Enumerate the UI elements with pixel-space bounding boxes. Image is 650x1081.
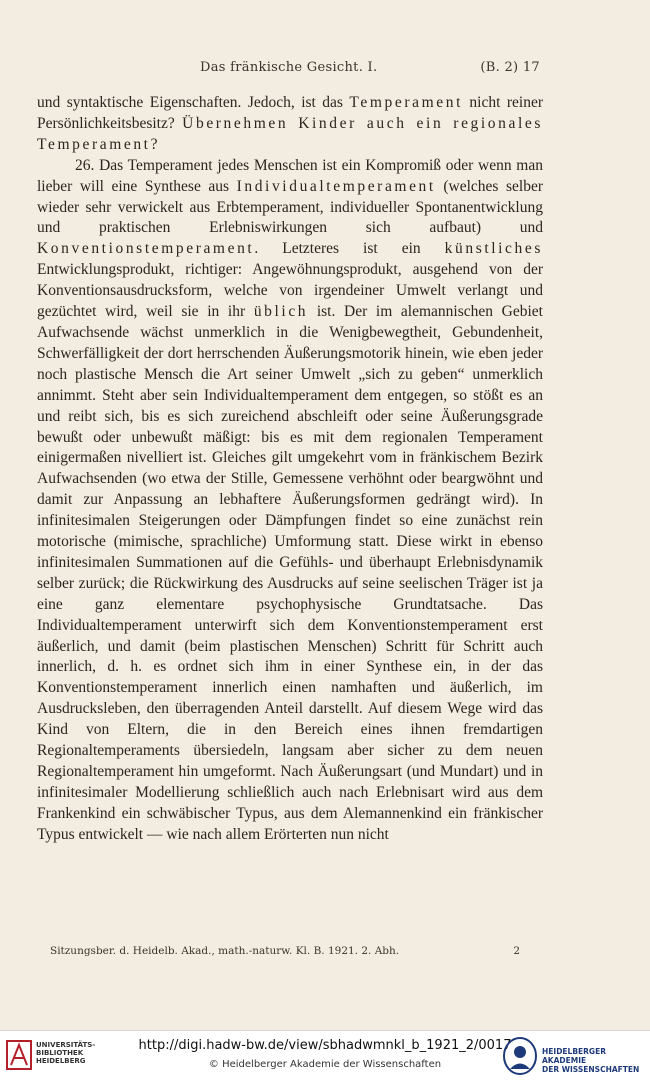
body-text (37, 93, 543, 846)
running-title: Das fränkische Gesicht. I. (200, 60, 378, 75)
university-library-name: UNIVERSITÄTS- BIBLIOTHEK HEIDELBERG (36, 1041, 96, 1065)
spaced-emphasis: Temperament (349, 94, 463, 111)
copyright-notice: © Heidelberger Akademie der Wissenschaften (208, 1059, 442, 1070)
text-run: 26. Das Temperament jedes Menschen ist ein Kompromiß oder wenn man lieber will eine Synthese aus (37, 156, 543, 195)
footer-citation: Sitzungsber. d. Heidelb. Akad., math.-naturw. Kl. B. 1921. 2. Abh. (50, 945, 400, 957)
spaced-emphasis: Konventionstemperament (37, 240, 255, 258)
spaced-emphasis: Individualtemperament (236, 177, 436, 195)
text-run: (welches selber wieder sehr verwickelt aus Erbtemperament, individueller Spontanentwicklung und praktischen Erlebniswirkungen sich aufbaut) und (37, 177, 544, 237)
spaced-emphasis: künstliches (444, 240, 543, 258)
permalink[interactable]: http://digi.hadw-bw.de/view/sbhadwmnkl_b_1921_2/0017 (138, 1038, 512, 1053)
signature-number: 2 (513, 945, 520, 957)
spaced-emphasis: üblich (253, 303, 309, 321)
paragraph (37, 93, 543, 156)
paragraph-26 (37, 156, 543, 846)
text-run: Entwicklungsprodukt, richtiger: Angewöhnungsprodukt, ausgehend von der Konventionsausdrucksform, welche von irgendeiner Umwelt verlangt und gezüchtet wird, weil sie in ihr (37, 261, 543, 321)
academy-name: HEIDELBERGER AKADEMIE DER WISSENSCHAFTEN (542, 1047, 640, 1074)
text-run: und syntaktische Eigenschaften. Jedoch, ist das (37, 94, 350, 111)
text-run: nicht reiner Persönlichkeitsbesitz? (37, 94, 543, 132)
viewer-footer-bar (0, 1030, 650, 1081)
text-run: . Letzteres ist ein (254, 240, 445, 258)
spaced-emphasis: Übernehmen Kinder auch ein regionales Temperament (37, 114, 544, 153)
text-run: ? (150, 135, 158, 153)
page-reference: (B. 2) 17 (480, 60, 540, 75)
running-header (40, 60, 540, 80)
page-footer (50, 945, 520, 957)
academy-seal-icon (502, 1036, 538, 1076)
text-run: ist. Der im alemannischen Gebiet Aufwachsende wächst unmerklich in die Wenigbewegtheit, Gebundenheit, Schwerfälligkeit der dort herrschenden Äußerungsmotorik hinein, wie eben jeder noch plastische Mensch die Art seiner Umwelt „sich zu geben“ unmerklich annimmt. Steht aber sein Individualtemperament dem entgegen, so stößt es an und reibt sich, bis es sich zureichend abschleift oder seine Äußerungsgrade bewußt oder unbewußt mäßigt: bis es mit dem regionalen Temperament einigermaßen nivelliert ist. Gleiches gilt umgekehrt vom in fränkischem Bezirk Aufwachsenden (wo etwa der Stille, Gemessene verhöhnt oder beargwöhnt und damit zur Anpassung an lebhaftere Äußerungsformen gedrängt wird). In infinitesimalen Steigerungen oder Dämpfungen findet so eine zunächst rein motorische (mimische, sprachliche) Umformung statt. Diese wirkt in ebenso infinitesimalen Summationen auf die Gefühls- und überhaupt Erlebnisdynamik selber zurück; die Rückwirkung des Ausdrucks auf seine seelischen Träger ist ja eine ganz elementare psychophysische Grundtatsache. Das Individualtemperament unterwirft sich dem Konventionstemperament erst äußerlich, und damit (beim plastischen Menschen) Schritt für Schritt auch innerlich, d. h. es ordnet sich ihm in einer Synthese ein, in der das Konventionstemperament innerlich einen namhaften und äußerlich, im Ausdrucksleben, den überragenden Anteil darstellt. Auf diesem Wege wird das Kind von Eltern, die in den Bereich eines ihnen fremdartigen Regionaltemperaments übersiedeln, langsam aber sicher zu dem neuen Regionaltemperament hin umgeformt. Nach Äußerungsart (und Mundart) und in infinitesimaler Modellierung schließlich auch nach Erlebnisart wird aus dem Frankenkind ein schwäbischer Typus, aus dem Alemannenkind ein fränkischer Typus entwickelt — wie nach allem Erörterten nun nicht (37, 303, 543, 843)
